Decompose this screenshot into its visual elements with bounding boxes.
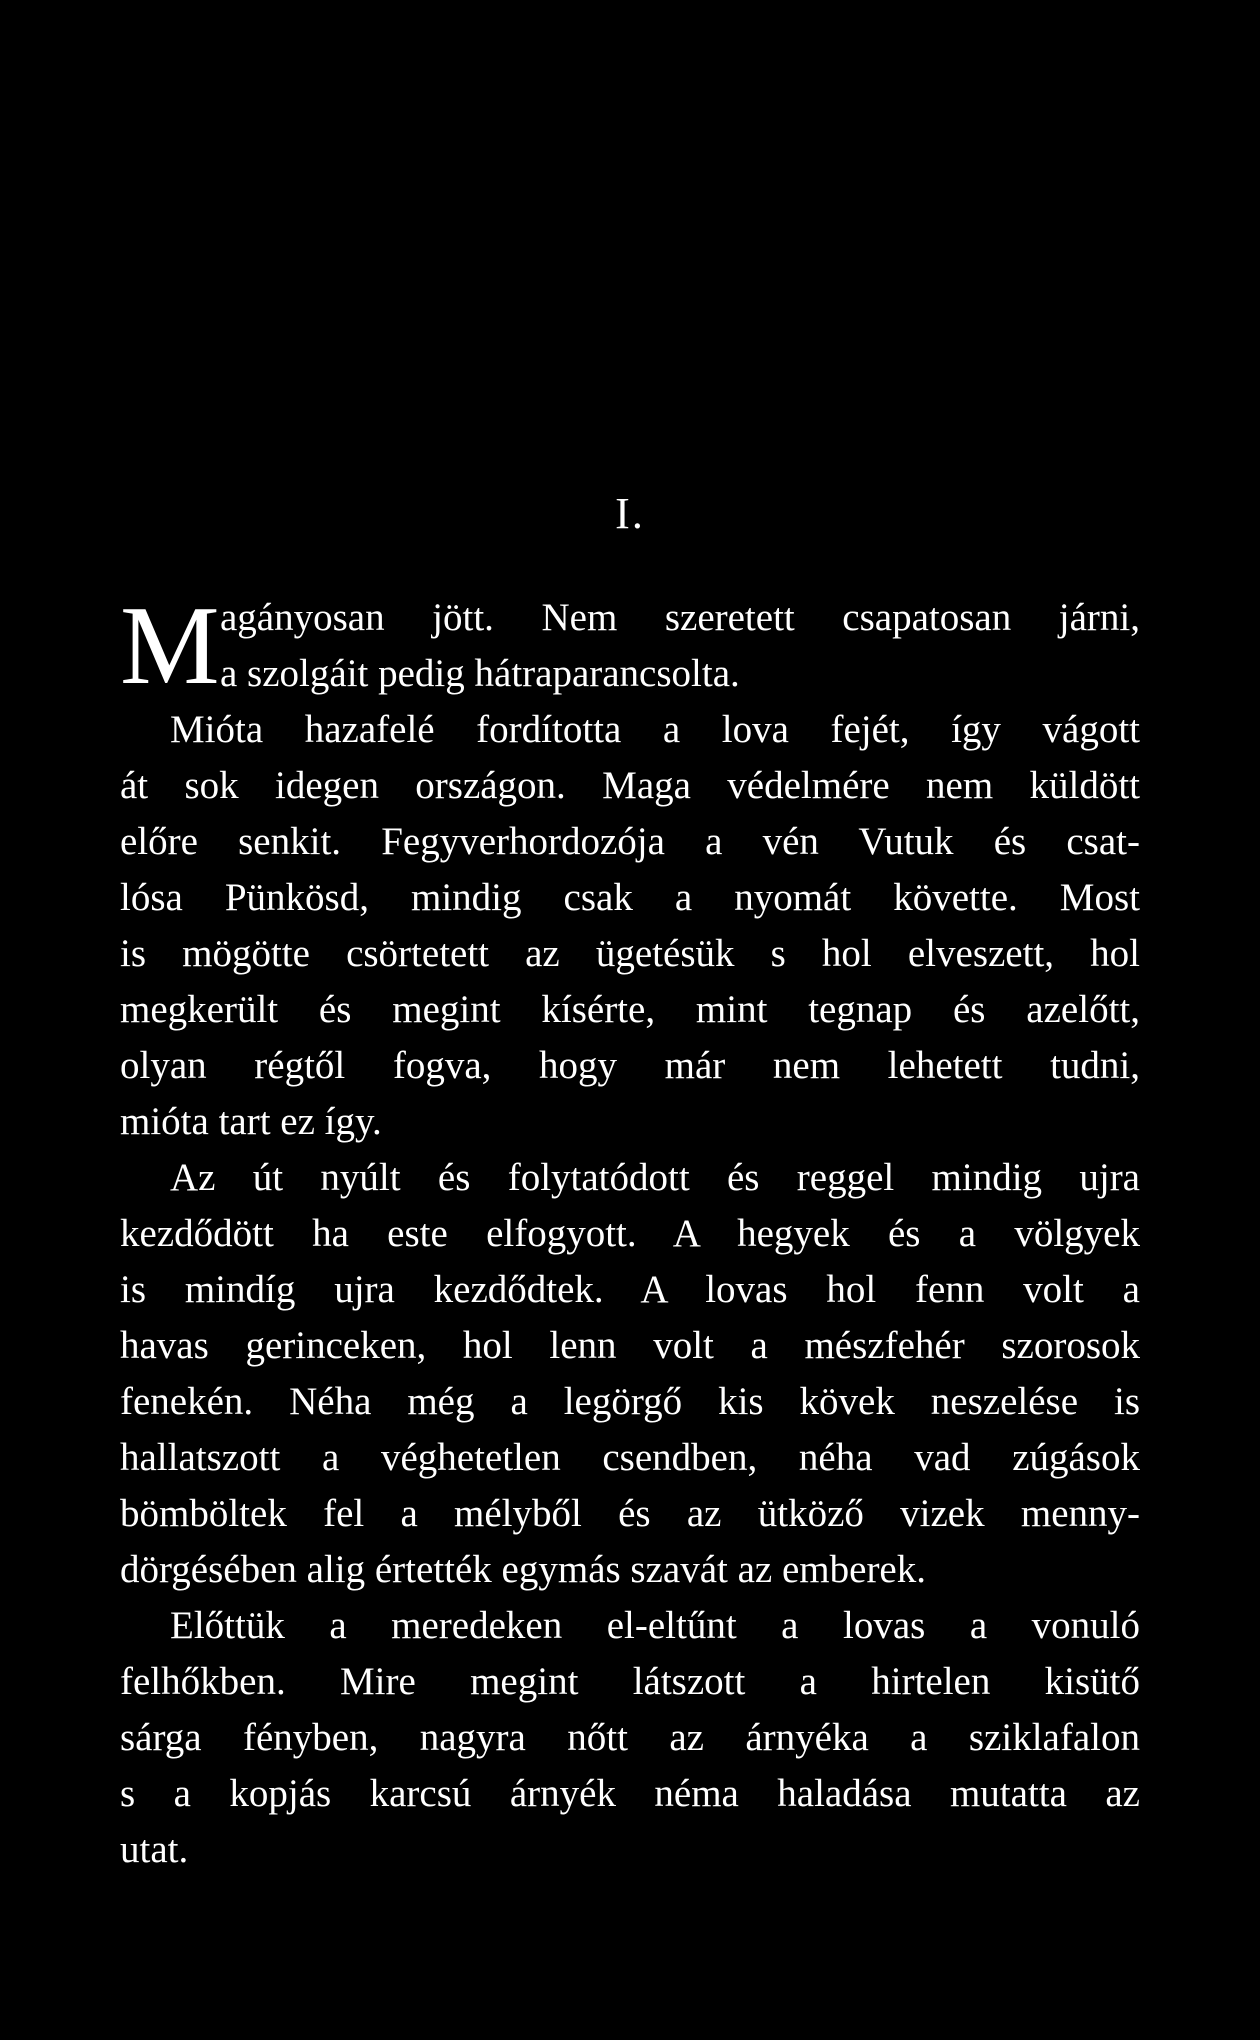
text-line: mióta tart ez így. <box>120 1100 382 1143</box>
text-line: is mindíg ujra kezdődtek. A lovas hol fenn volt a <box>120 1268 1140 1311</box>
text-line: megkerült és megint kísérte, mint tegnap és azelőtt, <box>120 988 1140 1031</box>
text-line: át sok idegen országon. Maga védelmére nem küldött <box>120 764 1140 807</box>
text-line: Előttük a meredeken el-eltűnt a lovas a vonuló <box>170 1604 1140 1647</box>
text-line: hallatszott a véghetetlen csendben, néha vad zúgások <box>120 1436 1140 1479</box>
text-line: Mióta hazafelé fordította a lova fejét, így vágott <box>170 708 1140 751</box>
text-line: havas gerinceken, hol lenn volt a mészfehér szorosok <box>120 1324 1140 1367</box>
text-line: lósa Pünkösd, mindig csak a nyomát követte. Most <box>120 876 1140 919</box>
text-line: olyan régtől fogva, hogy már nem lehetett tudni, <box>120 1044 1140 1087</box>
text-line: a szolgáit pedig hátraparancsolta. <box>220 652 740 695</box>
drop-cap: M <box>120 584 220 708</box>
chapter-heading: I. <box>615 489 645 538</box>
text-line: is mögötte csörtetett az ügetésük s hol elveszett, hol <box>120 932 1140 975</box>
text-line: felhőkben. Mire megint látszott a hirtelen kisütő <box>120 1660 1140 1703</box>
text-line: sárga fényben, nagyra nőtt az árnyéka a sziklafalon <box>120 1716 1140 1759</box>
text-line: fenekén. Néha még a legörgő kis kövek neszelése is <box>120 1380 1140 1423</box>
text-line: agányosan jött. Nem szeretett csapatosan járni, <box>220 596 1140 639</box>
text-line: s a kopjás karcsú árnyék néma haladása mutatta az <box>120 1772 1140 1815</box>
body-text <box>120 584 1140 1878</box>
text-line: bömböltek fel a mélyből és az ütköző vizek menny- <box>120 1492 1140 1535</box>
text-line: kezdődött ha este elfogyott. A hegyek és a völgyek <box>120 1212 1140 1255</box>
text-line: Az út nyúlt és folytatódott és reggel mindig ujra <box>170 1156 1140 1199</box>
text-line: előre senkit. Fegyverhordozója a vén Vutuk és csat- <box>120 820 1140 863</box>
text-line: dörgésében alig értették egymás szavát az emberek. <box>120 1548 926 1591</box>
text-line: utat. <box>120 1828 189 1871</box>
